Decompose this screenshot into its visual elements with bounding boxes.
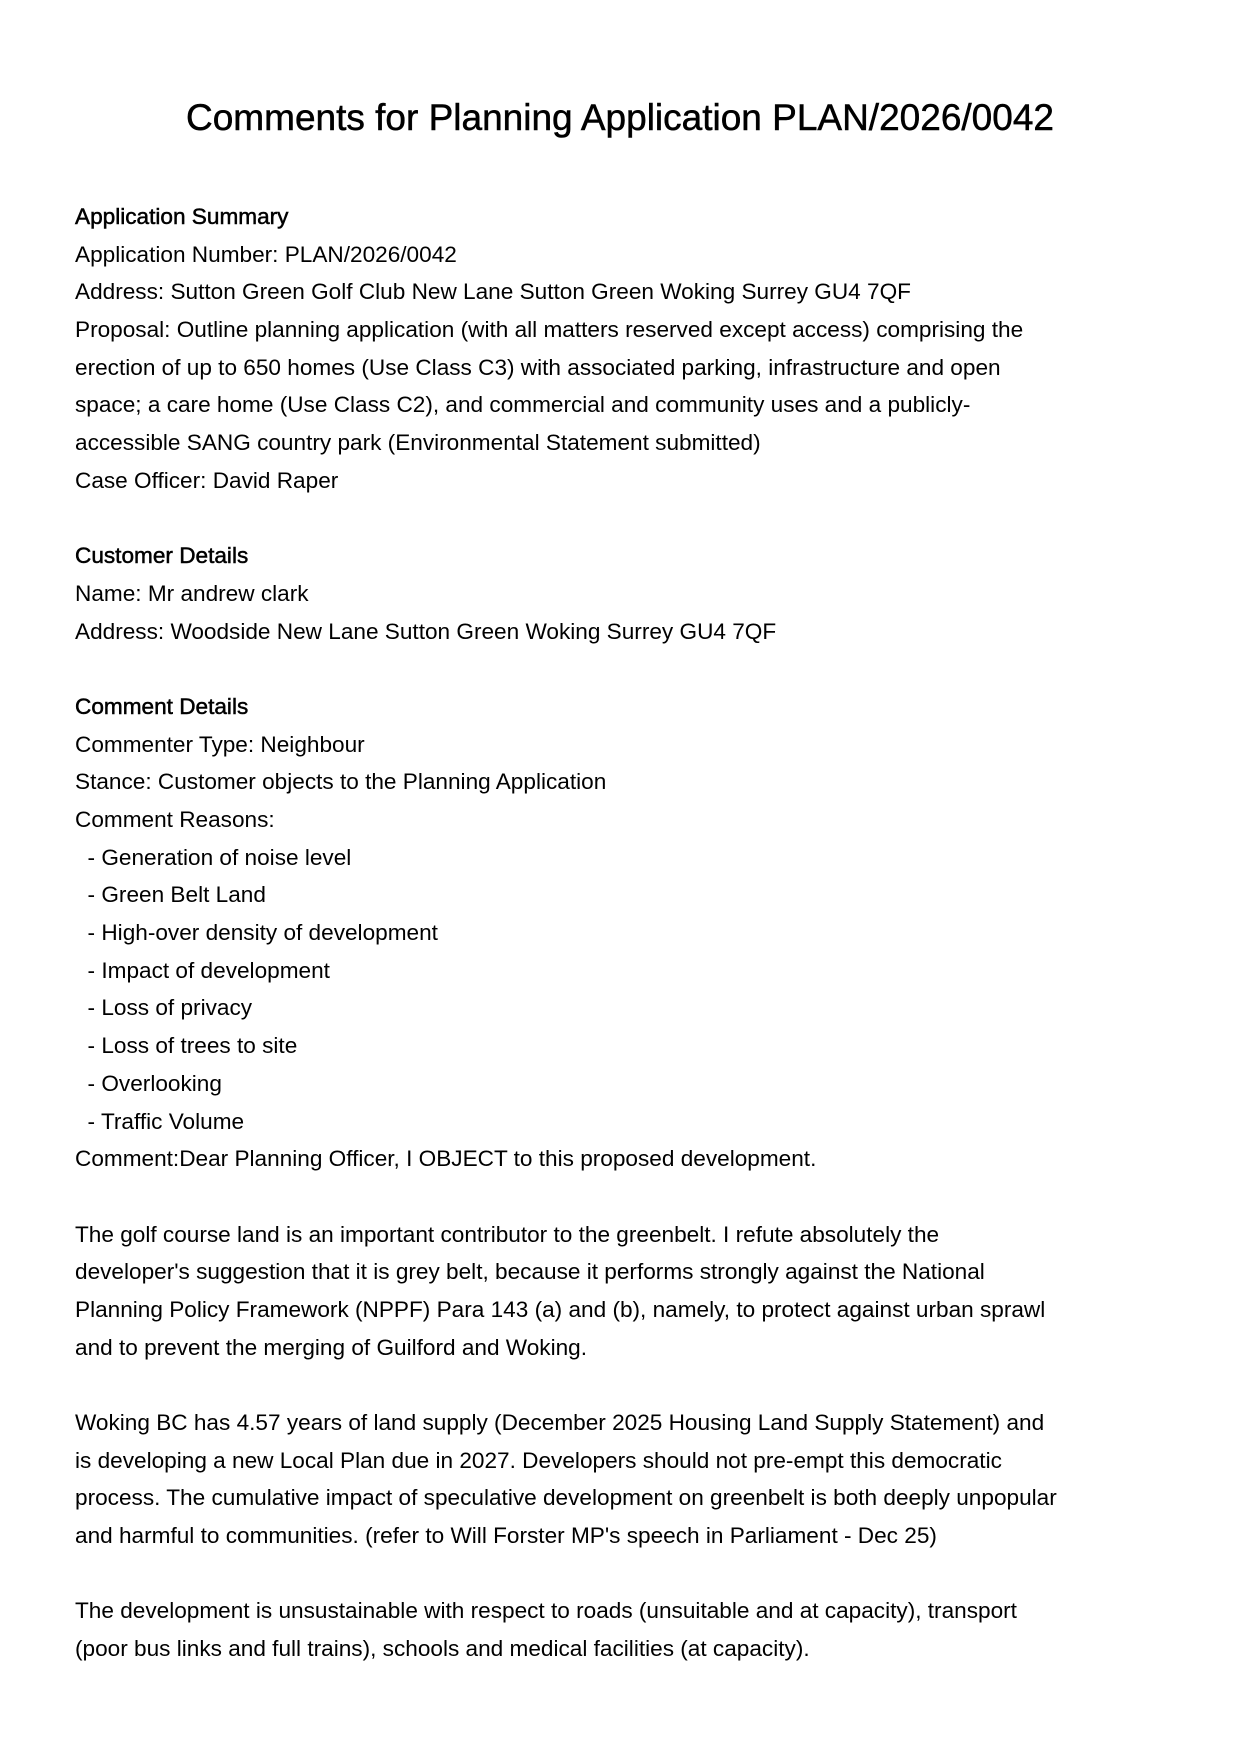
text-line: - Overlooking <box>75 1070 222 1096</box>
text-line: Case Officer: David Raper <box>75 467 339 493</box>
text-line: space; a care home (Use Class C2), and commercial and community uses and a publicly- <box>75 392 971 418</box>
section-heading: Application Summary <box>75 204 289 229</box>
text-line: accessible SANG country park (Environmental Statement submitted) <box>75 430 761 456</box>
comment-paragraph-line: and to prevent the merging of Guilford and Woking. <box>75 1334 588 1360</box>
comment-paragraph-line: is developing a new Local Plan due in 2027. Developers should not pre-empt this democratic <box>75 1447 1002 1473</box>
text-line: erection of up to 650 homes (Use Class C3) with associated parking, infrastructure and open <box>75 354 1001 380</box>
text-line: Proposal: Outline planning application (with all matters reserved except access) comprising the <box>75 317 1024 343</box>
comment-paragraph-line: developer's suggestion that it is grey belt, because it performs strongly against the National <box>75 1259 985 1285</box>
text-line: - Traffic Volume <box>75 1108 245 1134</box>
text-line: Address: Sutton Green Golf Club New Lane Sutton Green Woking Surrey GU4 7QF <box>75 279 911 305</box>
text-line: Address: Woodside New Lane Sutton Green Woking Surrey GU4 7QF <box>75 618 777 644</box>
text-line: - Impact of development <box>75 957 330 983</box>
comment-paragraph-line: The golf course land is an important contributor to the greenbelt. I refute absolutely the <box>75 1221 940 1247</box>
section-heading: Comment Details <box>75 693 249 719</box>
text-line: - Loss of privacy <box>75 995 253 1021</box>
text-line: Comment Reasons: <box>75 807 275 832</box>
comment-paragraph-line: The development is unsustainable with respect to roads (unsuitable and at capacity), transport <box>75 1598 1017 1624</box>
text-line: Stance: Customer objects to the Planning Application <box>75 769 607 795</box>
text-line: Name: Mr andrew clark <box>75 580 309 606</box>
comment-paragraph-line: and harmful to communities. (refer to Will Forster MP's speech in Parliament - Dec 25) <box>75 1523 937 1549</box>
spacer <box>75 1366 1057 1404</box>
text-line: - Loss of trees to site <box>75 1033 298 1059</box>
text-line: - Green Belt Land <box>75 882 266 908</box>
text-line: Comment:Dear Planning Officer, I OBJECT to this proposed development. <box>75 1146 817 1172</box>
document-title: Comments for Planning Application PLAN/2026/0042 <box>186 97 1054 138</box>
text-line: Commenter Type: Neighbour <box>75 731 365 757</box>
spacer <box>75 1178 1057 1216</box>
section-heading: Customer Details <box>75 543 249 569</box>
text-line: - High-over density of development <box>75 920 438 946</box>
comment-paragraph-line: Woking BC has 4.57 years of land supply (December 2025 Housing Land Supply Statement) and <box>75 1410 1045 1435</box>
comment-paragraph-line: process. The cumulative impact of speculative development on greenbelt is both deeply unpopular <box>75 1485 1057 1511</box>
spacer <box>75 650 1057 688</box>
spacer <box>75 500 1057 538</box>
comment-paragraph-line: Planning Policy Framework (NPPF) Para 143 (a) and (b), namely, to protect against urban sprawl <box>75 1296 1046 1322</box>
document-body <box>75 198 1057 1668</box>
text-line: - Generation of noise level <box>75 844 352 870</box>
spacer <box>75 1555 1057 1593</box>
text-line: Application Number: PLAN/2026/0042 <box>75 241 457 267</box>
comment-paragraph-line: (poor bus links and full trains), schools and medical facilities (at capacity). <box>75 1636 810 1662</box>
